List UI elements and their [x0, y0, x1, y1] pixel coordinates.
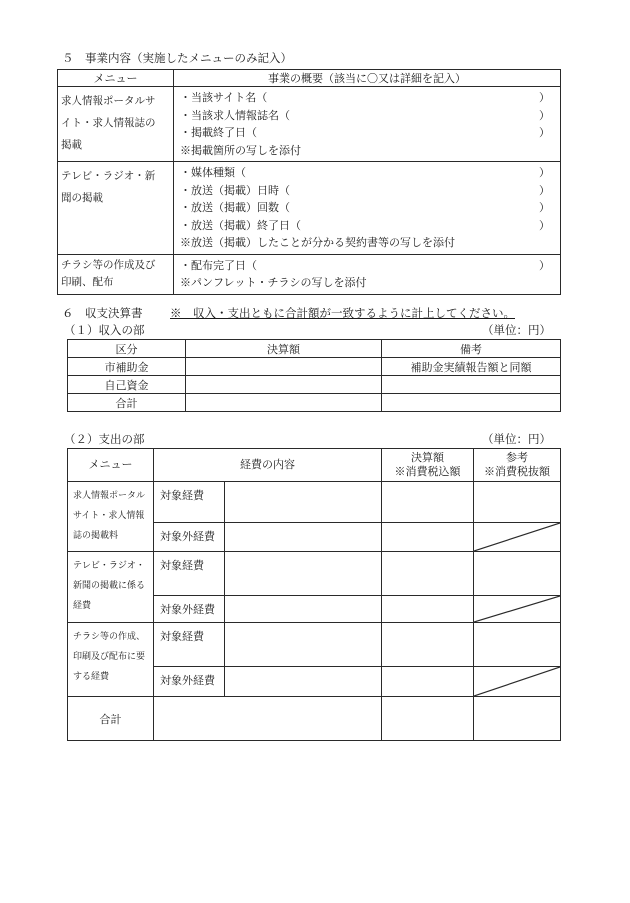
content-cell[interactable] — [225, 623, 382, 667]
content-cell[interactable] — [225, 667, 382, 697]
business-content-table — [57, 69, 561, 295]
amount-cell[interactable] — [186, 376, 382, 394]
header-menu: メニュー — [58, 70, 174, 87]
table-header-row — [58, 70, 561, 87]
menu-cell: テレビ・ラジオ・新 聞の掲載 — [58, 162, 174, 255]
amount-cell[interactable] — [382, 552, 474, 596]
table-row — [68, 552, 561, 596]
table-row — [58, 87, 561, 162]
header-menu: メニュー — [68, 449, 154, 482]
summary-cell[interactable]: ・配布完了日（ ） ※パンフレット・チラシの写しを添付 — [174, 254, 561, 294]
table-row — [68, 623, 561, 667]
section6-title: ６ 収支決算書 — [62, 306, 143, 320]
table-header-row — [68, 449, 561, 482]
menu-cell: チラシ等の作成、 印刷及び配布に要 する経費 — [68, 623, 154, 697]
amount-cell[interactable] — [382, 623, 474, 667]
content-cell[interactable] — [225, 596, 382, 623]
income-table — [67, 339, 561, 412]
total-content-cell[interactable] — [154, 697, 382, 741]
total-amount-cell[interactable] — [382, 697, 474, 741]
summary-cell[interactable]: ・媒体種類（ ） ・放送（掲載）日時（ ） ・放送（掲載）回数（ ） ・放送（掲載）終了日（ ） ※放送（掲載）したことが分かる契約書等の写しを添付 — [174, 162, 561, 255]
table-row: 市補助金 補助金実績報告額と同額 — [68, 358, 561, 376]
summary-cell[interactable]: ・当該サイト名（ ） ・当該求人情報誌名（ ） ・掲載終了日（ ） ※掲載箇所の写しを添付 — [174, 87, 561, 162]
amount-cell[interactable] — [186, 358, 382, 376]
total-label: 合計 — [68, 697, 154, 741]
amount-cell[interactable] — [382, 523, 474, 552]
amount-cell[interactable] — [382, 482, 474, 523]
menu-cell: テレビ・ラジオ・ 新聞の掲載に係る 経費 — [68, 552, 154, 623]
header-category: 区分 — [68, 340, 186, 358]
reference-cell[interactable] — [474, 552, 561, 596]
reference-cell[interactable] — [474, 623, 561, 667]
reference-cell-struck — [474, 523, 561, 552]
table-row — [58, 162, 561, 255]
target-expense-label: 対象経費 — [154, 623, 225, 667]
header-amount: 決算額 ※消費税込額 — [382, 449, 474, 482]
reference-cell-struck — [474, 596, 561, 623]
income-title: （１）収入の部 — [64, 323, 145, 337]
content-cell[interactable] — [225, 552, 382, 596]
target-expense-label: 対象経費 — [154, 482, 225, 523]
amount-cell[interactable] — [382, 667, 474, 697]
header-reference: 参考 ※消費税抜額 — [474, 449, 561, 482]
table-row: 自己資金 — [68, 376, 561, 394]
table-row — [58, 254, 561, 294]
table-row — [68, 482, 561, 523]
non-target-expense-label: 対象外経費 — [154, 596, 225, 623]
content-cell[interactable] — [225, 523, 382, 552]
income-unit: （単位：円） — [482, 323, 551, 337]
header-content: 経費の内容 — [154, 449, 382, 482]
amount-cell[interactable] — [382, 596, 474, 623]
total-row — [68, 697, 561, 741]
table-row: 合計 — [68, 394, 561, 412]
header-amount: 決算額 — [186, 340, 382, 358]
section6-note: ※ 収入・支出ともに合計額が一致するように計上してください。 — [170, 306, 515, 320]
target-expense-label: 対象経費 — [154, 552, 225, 596]
header-summary: 事業の概要（該当に〇又は詳細を記入） — [174, 70, 561, 87]
table-header-row — [68, 340, 561, 358]
expense-title: （２）支出の部 — [64, 432, 145, 446]
content-cell[interactable] — [225, 482, 382, 523]
expense-unit: （単位：円） — [482, 432, 551, 446]
menu-cell: チラシ等の作成及び 印刷、配布 — [58, 254, 174, 294]
section5-title: ５ 事業内容（実施したメニューのみ記入） — [62, 51, 292, 65]
non-target-expense-label: 対象外経費 — [154, 523, 225, 552]
total-reference-cell[interactable] — [474, 697, 561, 741]
menu-cell: 求人情報ポータル サイト・求人情報 誌の掲載料 — [68, 482, 154, 552]
menu-cell: 求人情報ポータルサ イト・求人情報誌の 掲載 — [58, 87, 174, 162]
amount-cell[interactable] — [186, 394, 382, 412]
reference-cell-struck — [474, 667, 561, 697]
expense-table — [67, 448, 561, 741]
header-remarks: 備考 — [382, 340, 561, 358]
non-target-expense-label: 対象外経費 — [154, 667, 225, 697]
reference-cell[interactable] — [474, 482, 561, 523]
